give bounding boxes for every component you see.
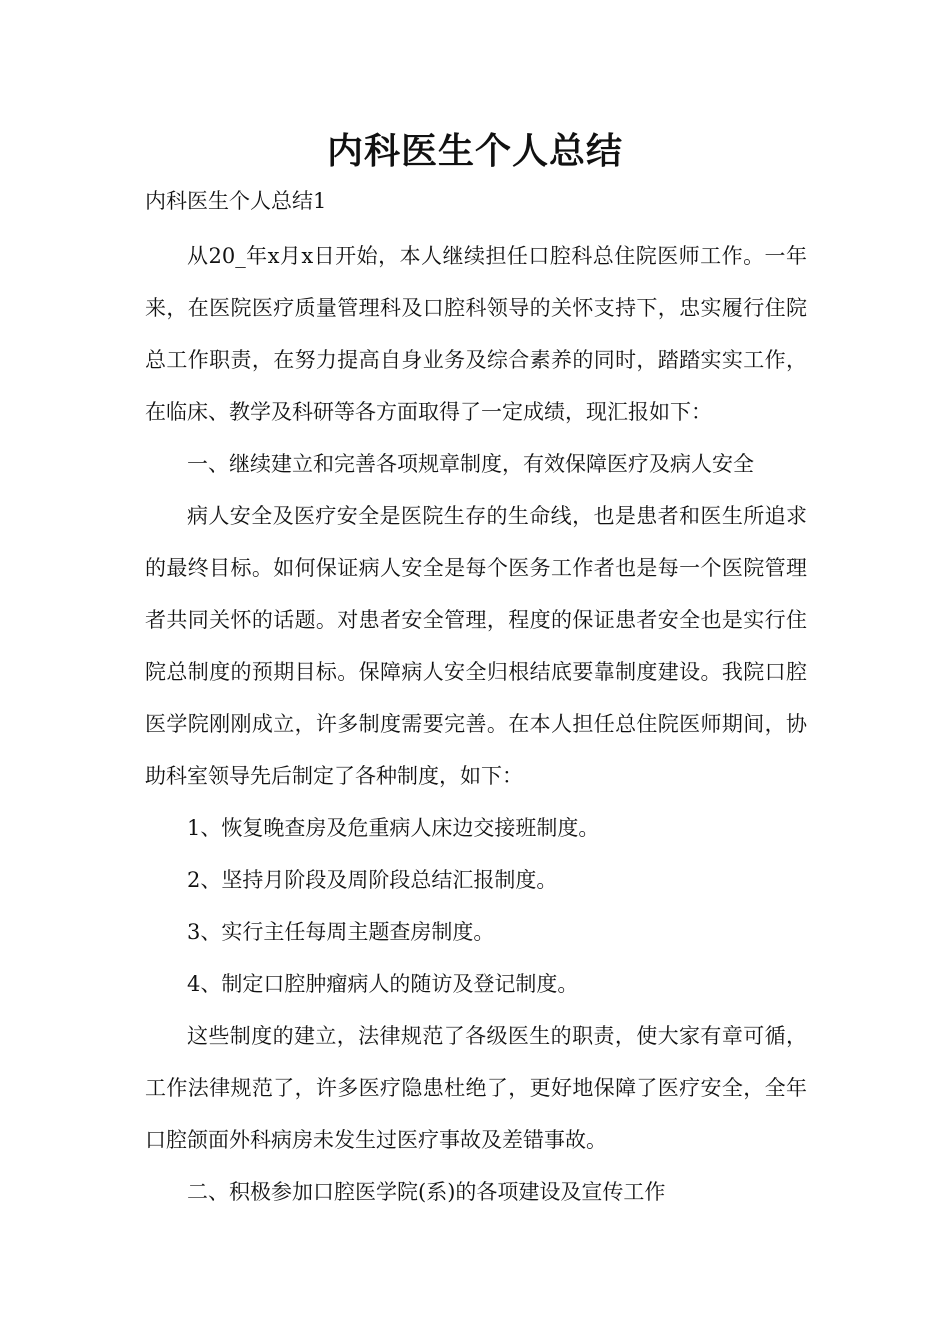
list-item-4: 4、制定口腔肿瘤病人的随访及登记制度。 bbox=[187, 972, 579, 996]
document-body bbox=[145, 182, 807, 1218]
paragraph-intro: 从20_年x月x日开始，本人继续担任口腔科总住院医师工作。一年来，在医院医疗质量管理科及口腔科领导的关怀支持下，忠实履行住院总工作职责，在努力提高自身业务及综合素养的同时，踏踏实实工作，在临床、教学及科研等各方面取得了一定成绩，现汇报如下： bbox=[145, 244, 807, 424]
paragraph-safety: 病人安全及医疗安全是医院生存的生命线，也是患者和医生所追求的最终目标。如何保证病人安全是每个医务工作者也是每一个医院管理者共同关怀的话题。对患者安全管理，程度的保证患者安全也是实行住院总制度的预期目标。保障病人安全归根结底要靠制度建设。我院口腔医学院刚刚成立，许多制度需要完善。在本人担任总住院医师期间，协助科室领导先后制定了各种制度，如下： bbox=[145, 504, 807, 788]
list-item-3: 3、实行主任每周主题查房制度。 bbox=[187, 920, 495, 944]
list-item-2: 2、坚持月阶段及周阶段总结汇报制度。 bbox=[187, 868, 558, 892]
document-title: 内科医生个人总结 bbox=[326, 131, 623, 172]
list-item-1: 1、恢复晚查房及危重病人床边交接班制度。 bbox=[187, 816, 600, 840]
section-subtitle: 内科医生个人总结1 bbox=[145, 189, 327, 213]
section-heading-2: 二、积极参加口腔医学院(系)的各项建设及宣传工作 bbox=[187, 1180, 666, 1204]
section-heading-1: 一、继续建立和完善各项规章制度，有效保障医疗及病人安全 bbox=[187, 452, 754, 476]
paragraph-results: 这些制度的建立，法律规范了各级医生的职责，使大家有章可循，工作法律规范了，许多医疗隐患杜绝了，更好地保障了医疗安全，全年口腔颌面外科病房未发生过医疗事故及差错事故。 bbox=[145, 1024, 807, 1152]
